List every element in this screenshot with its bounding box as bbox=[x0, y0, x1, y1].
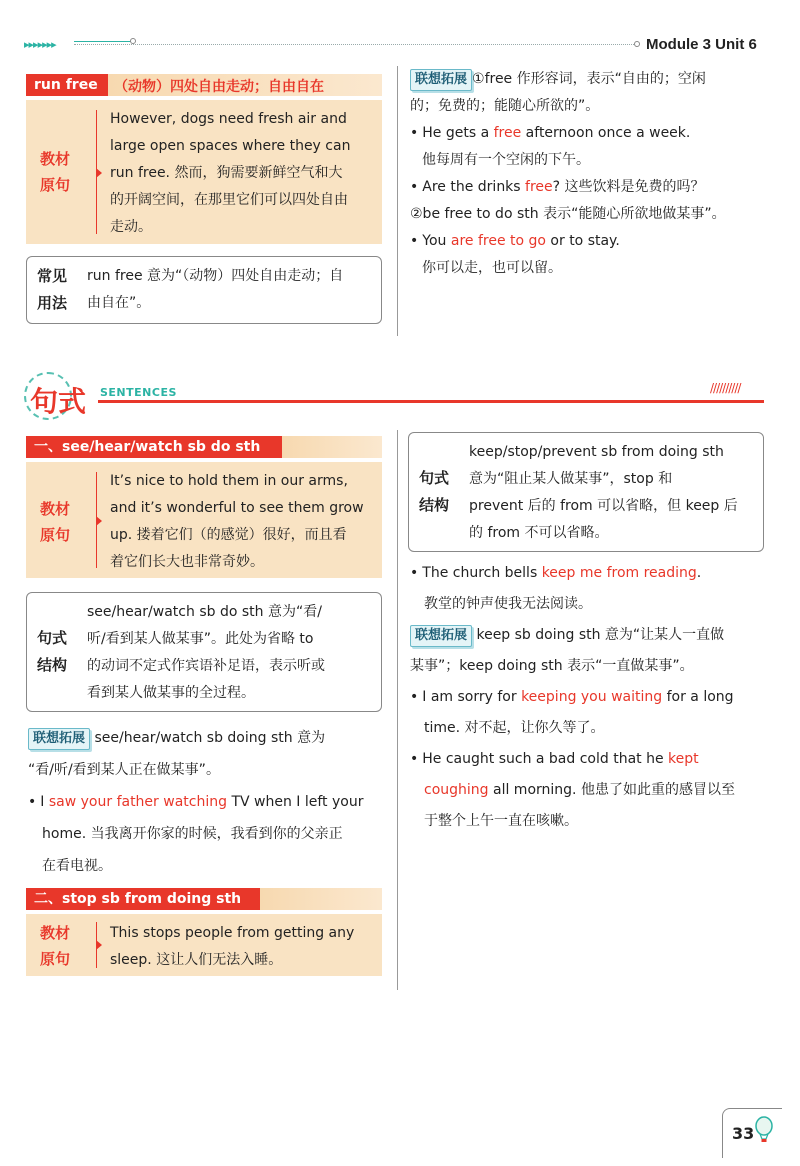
example-free-drinks: • Are the drinks free? 这些饮料是免费的吗？ bbox=[410, 174, 770, 201]
see-doing-extension: 联想拓展 see/hear/watch sb doing sth 意为 “看/听/看到某人正在做某事”。 • I saw your father watching TV when I left your home. 当我离开你家的时候，我看到你的父亲正 在看电视。 bbox=[28, 722, 384, 882]
example-saw-father: • I saw your father watching TV when I left your bbox=[28, 786, 384, 818]
arrow-icon bbox=[96, 940, 102, 950]
header-accent-line bbox=[74, 41, 132, 42]
arrow-icon bbox=[96, 516, 102, 526]
example-text: However, dogs need fresh air and large open spaces where they can run free. 然而，狗需要新鲜空气和大 的开阔空间，在那里它们可以四处自由 走动。 bbox=[110, 111, 351, 235]
textbook-label: 教材 原句 bbox=[40, 150, 71, 194]
extension-tag: 联想拓展 bbox=[410, 69, 472, 91]
phrase-bar bbox=[26, 74, 382, 96]
textbook-example-box bbox=[26, 100, 382, 244]
keep-extension: • The church bells keep me from reading. 教堂的钟声使我无法阅读。 联想拓展 keep sb doing sth 意为“让某人一直做 某事”；keep doing sth 表示“一直做某事”。 • I am sorry for keeping you waiting for a long time. 对不起，让你久等了。 • He caught such a bad cold that he kept coughing all morning. 他患了如此重的感冒以至 于整个上午一直在咳嗽。 bbox=[410, 558, 766, 837]
header-dot-icon bbox=[130, 38, 136, 44]
section-rule bbox=[98, 400, 764, 403]
extension-tag: 联想拓展 bbox=[28, 728, 90, 750]
structure-label: 句式 结构 bbox=[419, 469, 450, 514]
structure-text: keep/stop/prevent sb from doing sth 意为“阻止某人做某事”，stop 和 prevent 后的 from 可以省略，但 keep 后 的 from 不可以省略。 bbox=[469, 444, 738, 541]
example-keeping-waiting: • I am sorry for keeping you waiting for a long bbox=[410, 682, 766, 713]
example-kept-coughing: • He caught such a bad cold that he kept bbox=[410, 744, 766, 775]
textbook-label: 教材 原句 bbox=[40, 924, 71, 968]
example-free-to-go: • You are free to go or to stay. bbox=[410, 228, 770, 255]
phrase-label: run free bbox=[26, 74, 108, 96]
structure-label: 句式 结构 bbox=[37, 629, 68, 674]
structure-box bbox=[408, 432, 764, 552]
header-dotted-line bbox=[74, 44, 634, 45]
balloon-icon bbox=[754, 1116, 774, 1144]
section-slashes: ////////// bbox=[710, 381, 741, 395]
extension-tag: 联想拓展 bbox=[410, 625, 472, 647]
column-divider-bottom bbox=[397, 430, 398, 990]
pattern-label-2: 二、stop sb from doing sth bbox=[26, 888, 260, 910]
header-arrows: ▸▸▸▸▸▸▸ bbox=[24, 38, 56, 51]
free-extension: 联想拓展 ①free 作形容词，表示“自由的；空闲 的；免费的；能随心所欲的”。 • He gets a free afternoon once a week. 他每周有一个空闲的下午。 • Are the drinks free? 这些饮料是免费的吗？ ②be free to do sth 表示“能随心所欲地做某事”。 • You are free to go or to stay. 你可以走，也可以留。 bbox=[410, 66, 770, 282]
pattern-bar-2 bbox=[26, 888, 382, 910]
pattern-bar-tail bbox=[260, 888, 382, 910]
structure-box bbox=[26, 592, 382, 712]
module-unit-title: Module 3 Unit 6 bbox=[646, 36, 757, 53]
usage-box bbox=[26, 256, 382, 324]
arrow-icon bbox=[96, 168, 102, 178]
example-church-bells: • The church bells keep me from reading. bbox=[410, 558, 766, 589]
phrase-meaning: （动物）四处自由走动；自由自在 bbox=[114, 79, 324, 95]
example-text: This stops people from getting any sleep. 这让人们无法入睡。 bbox=[110, 925, 355, 968]
column-divider-top bbox=[397, 66, 398, 336]
section-subtitle: SENTENCES bbox=[100, 386, 177, 399]
pattern-bar-tail bbox=[282, 436, 382, 458]
pattern-bar-1 bbox=[26, 436, 382, 458]
usage-label: 常见 用法 bbox=[37, 267, 68, 312]
structure-text: see/hear/watch sb do sth 意为“看/ 听/看到某人做某事”。此处为省略 to 的动词不定式作宾语补足语，表示听或 看到某人做某事的全过程。 bbox=[87, 604, 325, 701]
section-title: 句式 bbox=[30, 385, 87, 418]
page-number: 33 bbox=[732, 1124, 755, 1143]
example-free-afternoon: • He gets a free afternoon once a week. bbox=[410, 120, 770, 147]
pattern-label-1: 一、see/hear/watch sb do sth bbox=[26, 436, 282, 458]
textbook-example-box bbox=[26, 462, 382, 578]
textbook-label: 教材 原句 bbox=[40, 500, 71, 544]
textbook-example-box bbox=[26, 914, 382, 976]
example-text: It’s nice to hold them in our arms, and it’s wonderful to see them grow up. 搂着它们（的感觉）很好，而且看 着它们长大也非常奇妙。 bbox=[110, 473, 364, 570]
usage-text: run free 意为“（动物）四处自由走动；自 由自在”。 bbox=[87, 268, 344, 311]
header-dot-icon bbox=[634, 41, 640, 47]
